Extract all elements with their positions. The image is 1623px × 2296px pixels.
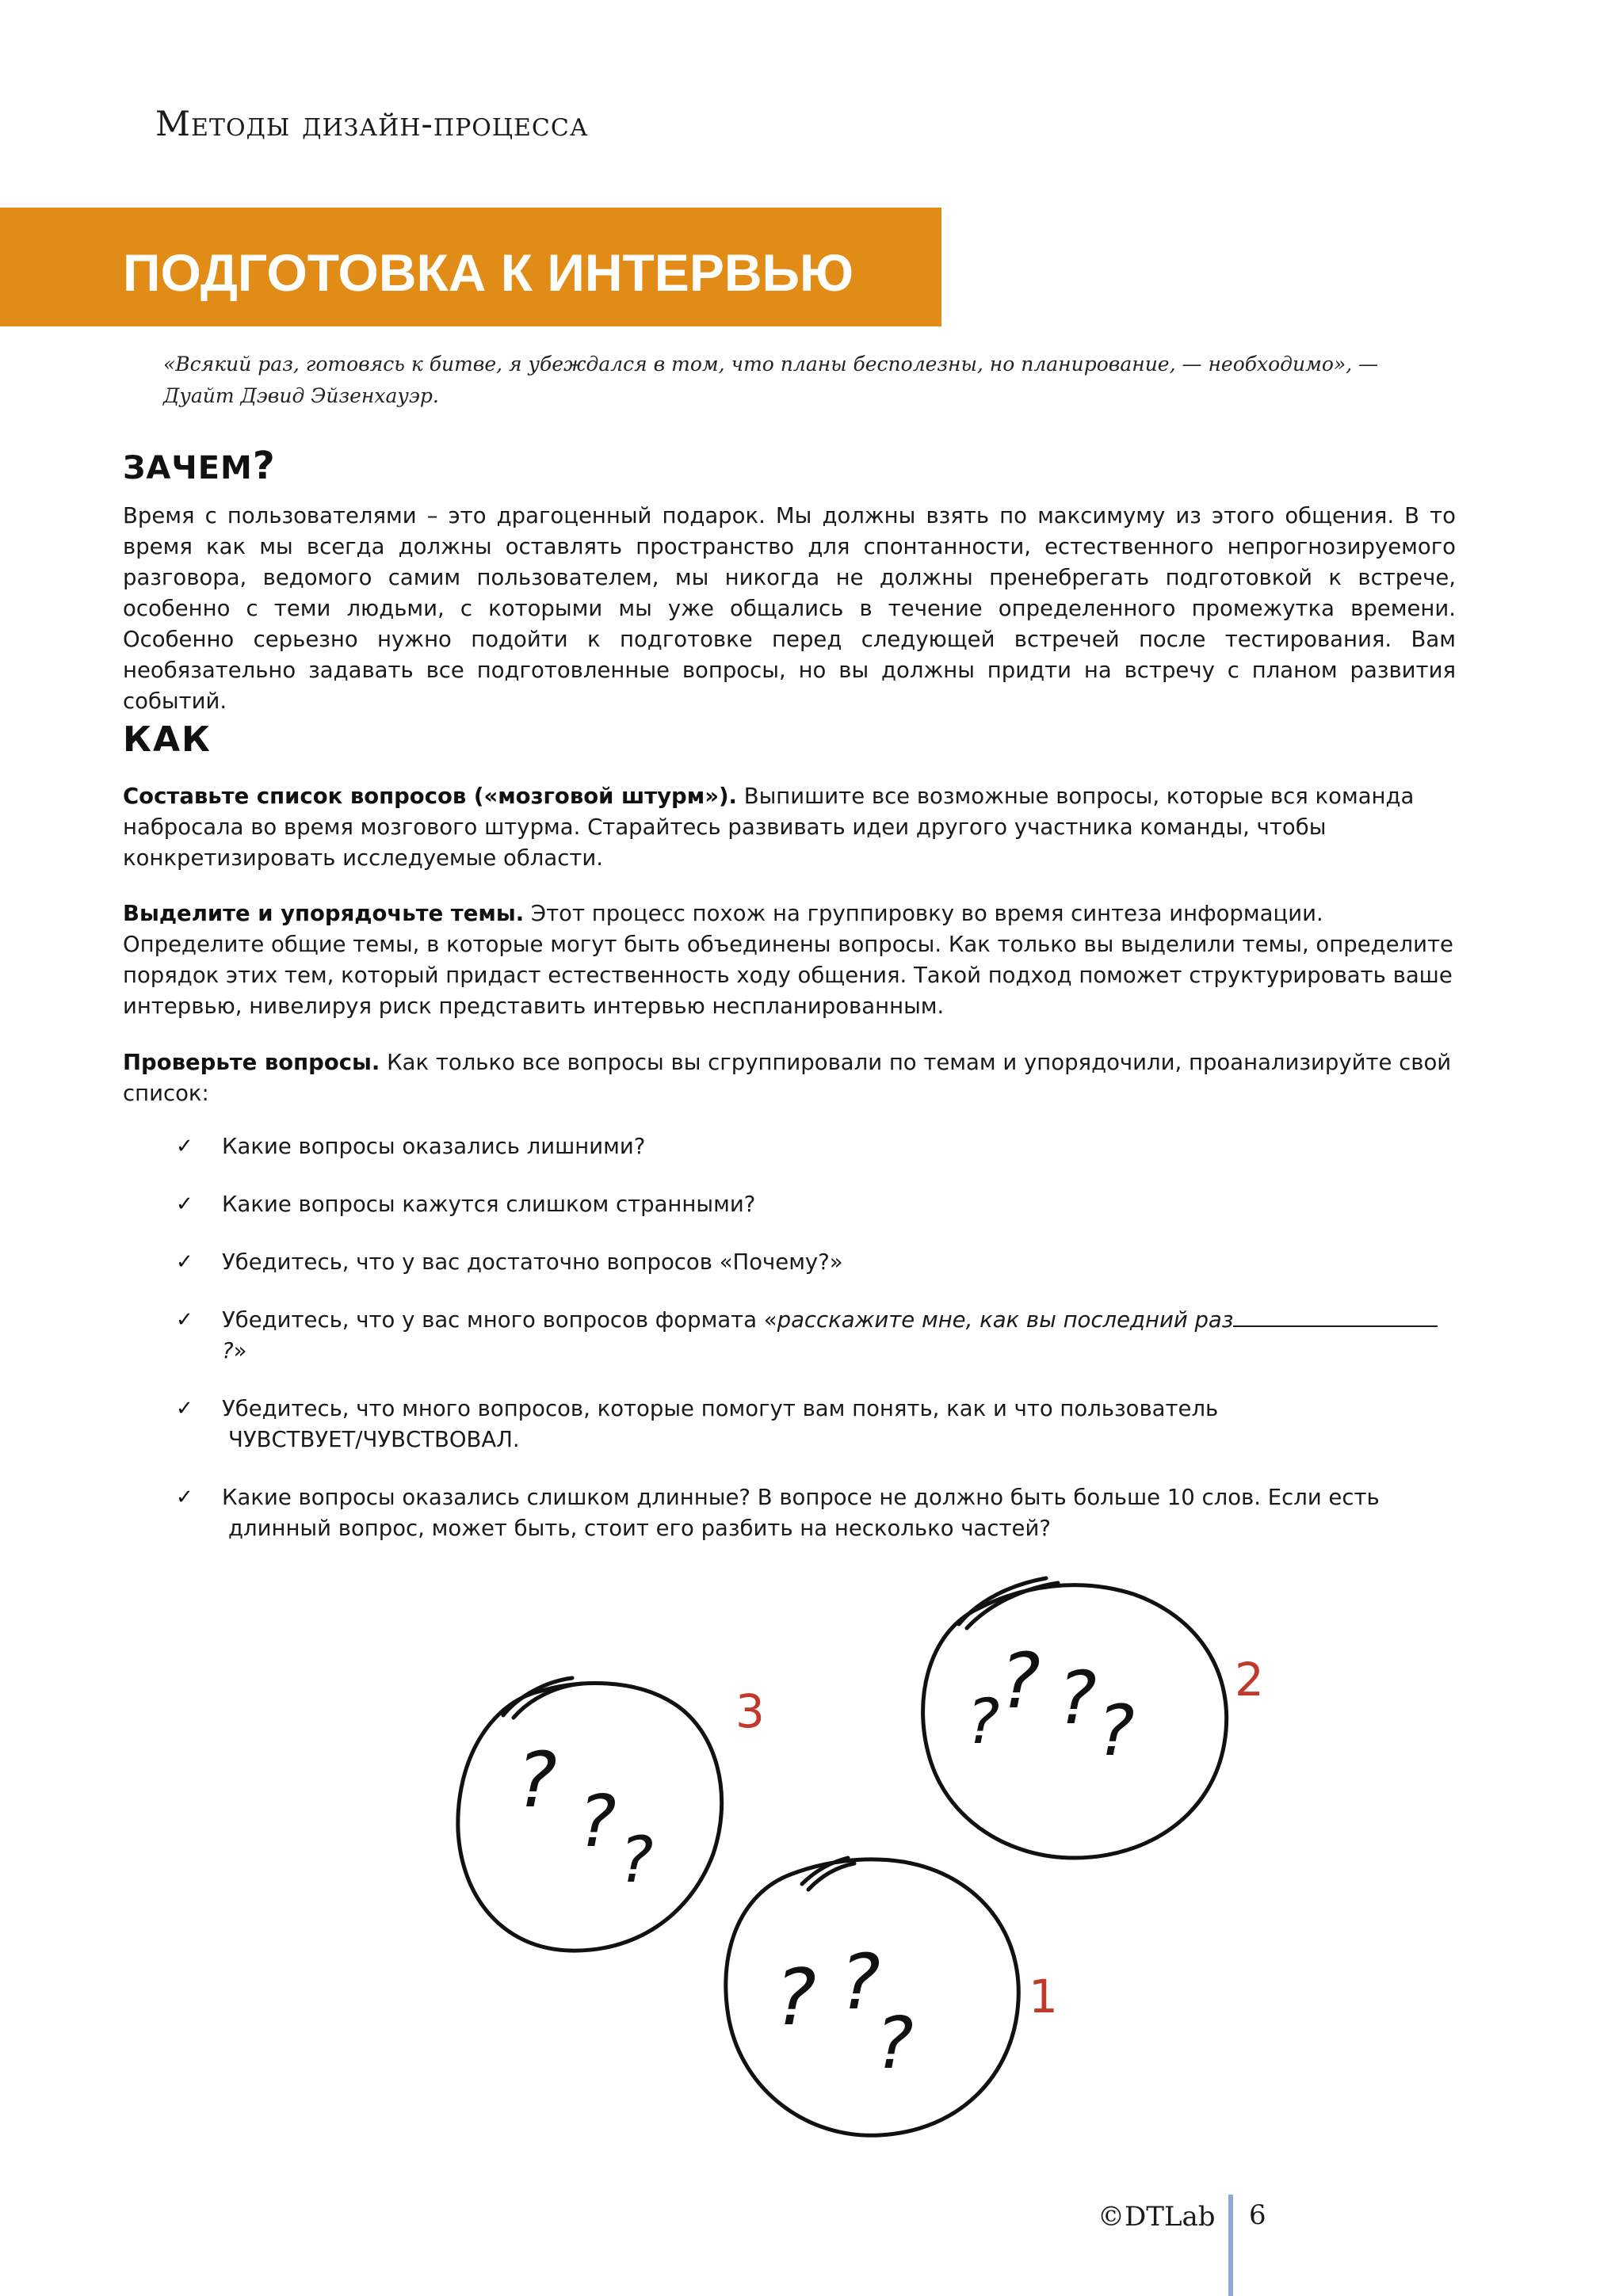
bubble-number-3: 3 bbox=[735, 1684, 765, 1738]
question-mark: ? bbox=[967, 1687, 1000, 1758]
bubble-number-1: 1 bbox=[1029, 1970, 1058, 2023]
question-mark: ? bbox=[1058, 1656, 1097, 1741]
step-review-lead: Проверьте вопросы. bbox=[123, 1050, 380, 1075]
checklist-item-continuation: ЧУВСТВУЕТ/ЧУВСТВОВАЛ. bbox=[228, 1427, 520, 1452]
bubble-scribble-2 bbox=[959, 1578, 1058, 1628]
question-mark: ? bbox=[1098, 1690, 1135, 1772]
checklist-item-prefix: Убедитесь, что у вас много вопросов формата « bbox=[222, 1307, 777, 1333]
checklist-item-text: Какие вопросы оказались лишними? bbox=[222, 1134, 646, 1159]
checklist-item-suffix: » bbox=[233, 1338, 247, 1363]
step-brainstorm-lead: Составьте список вопросов («мозговой штурм»). bbox=[123, 784, 737, 809]
check-icon: ✓ bbox=[176, 1397, 193, 1421]
check-icon: ✓ bbox=[176, 1486, 193, 1509]
check-icon: ✓ bbox=[176, 1308, 193, 1332]
section-heading-why-mark: ? bbox=[252, 444, 276, 488]
question-mark: ? bbox=[775, 1953, 817, 2043]
checklist-item-text: Убедитесь, что у вас достаточно вопросов «Почему?» bbox=[222, 1249, 843, 1275]
checklist-item-italic: расскажите мне, как вы последний раз bbox=[777, 1307, 1234, 1333]
section-heading-how: КАК bbox=[123, 719, 212, 760]
step-themes-lead: Выделите и упорядочьте темы. bbox=[123, 901, 525, 926]
check-icon: ✓ bbox=[176, 1135, 193, 1158]
question-mark: ? bbox=[876, 2002, 914, 2085]
section-heading-why-word: ЗАЧЕМ bbox=[123, 450, 253, 486]
checklist-item-italic-end: ? bbox=[222, 1338, 234, 1363]
check-icon: ✓ bbox=[176, 1192, 193, 1216]
checklist-item-continuation: длинный вопрос, может быть, стоит его разбить на несколько частей? bbox=[228, 1516, 1051, 1541]
page-title: ПОДГОТОВКА К ИНТЕРВЬЮ bbox=[123, 243, 854, 302]
question-mark: ? bbox=[1000, 1637, 1041, 1726]
question-mark: ? bbox=[579, 1780, 617, 1863]
question-mark: ? bbox=[840, 1938, 880, 2027]
step-brainstorm-text: Выпишите все возможные вопросы, которые вся команда набросала во время мозгового штурма. Старайтесь развивать идеи другого участника команды, чтобы конкретизировать исследуемые области. bbox=[123, 784, 1415, 871]
bubble-number-2: 2 bbox=[1235, 1653, 1264, 1707]
footer-divider bbox=[1228, 2195, 1233, 2296]
footer-copyright: ©DTLab bbox=[1098, 2201, 1216, 2233]
page-number: 6 bbox=[1249, 2199, 1266, 2231]
step-review-text: Как только все вопросы вы сгруппировали по темам и упорядочили, проанализируйте свой список: bbox=[123, 1050, 1452, 1106]
checklist-item-text: Какие вопросы кажутся слишком странными? bbox=[222, 1192, 756, 1217]
checklist-item-text: Убедитесь, что много вопросов, которые помогут вам понять, как и что пользователь bbox=[222, 1396, 1219, 1421]
running-header: Методы дизайн-процесса bbox=[155, 105, 589, 144]
question-mark: ? bbox=[517, 1736, 557, 1825]
check-icon: ✓ bbox=[176, 1250, 193, 1274]
why-paragraph: Время с пользователями – это драгоценный подарок. Мы должны взять по максимуму из этого общения. В то время как мы всегда должны оставлять пространство для спонтанности, естественного непрогнозируемого разговора, ведомого самим пользователем, мы никогда не должны пренебрегать подготовкой к встрече, особенно с теми людьми, с которыми мы уже общались в течение определенного промежутка времени. Особенно серьезно нужно подойти к подготовке перед следующей встречей после тестирования. Вам необязательно задавать все подготовленные вопросы, но вы должны придти на встречу с планом развития событий. bbox=[123, 503, 1456, 714]
bubble-scribble-3 bbox=[503, 1678, 582, 1718]
checklist-item-text: Какие вопросы оказались слишком длинные? В вопросе не должно быть больше 10 слов. Если есть bbox=[222, 1485, 1380, 1510]
question-mark: ? bbox=[620, 1823, 654, 1897]
step-themes-text: Этот процесс похож на группировку во время синтеза информации. Определите общие темы, в которые могут быть объединены вопросы. Как только вы выделили темы, определите порядок этих тем, который придаст естественность ходу общения. Такой подход поможет структурировать ваше интервью, нивелируя риск представить интервью неспланированным. bbox=[123, 901, 1453, 1019]
epigraph-quote: «Всякий раз, готовясь к битве, я убеждался в том, что планы бесполезны, но планирование, — необходимо», — Дуайт Дэвид Эйзенхауэр. bbox=[163, 353, 1379, 407]
